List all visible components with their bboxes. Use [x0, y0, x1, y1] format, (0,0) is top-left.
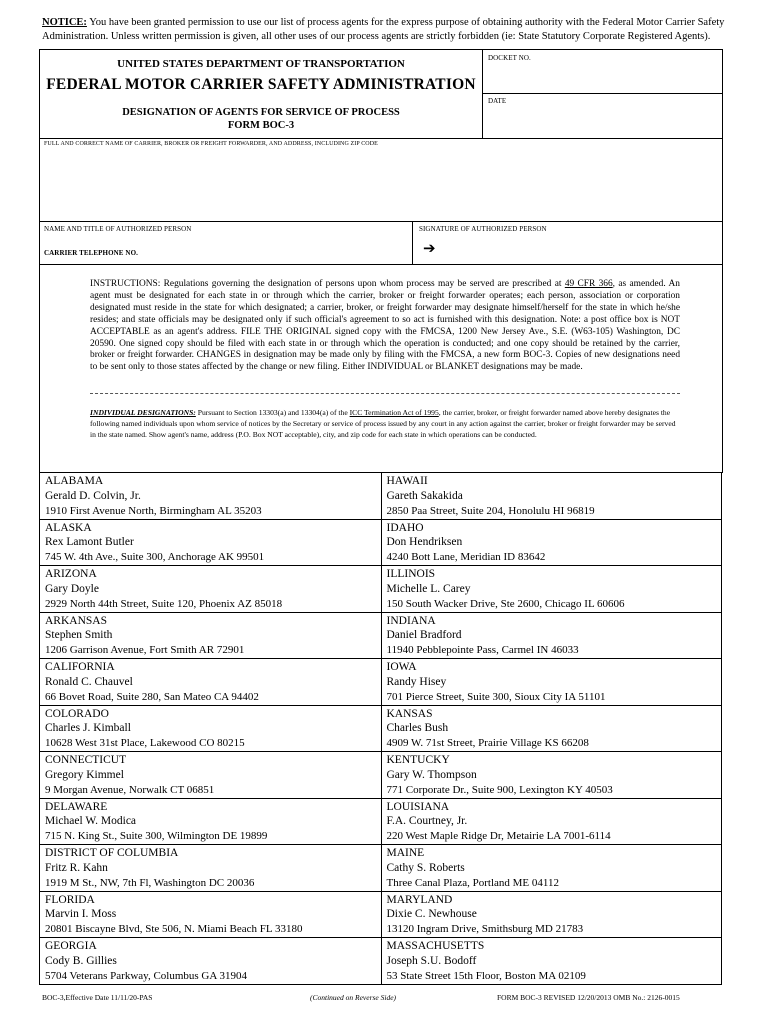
- docket-field[interactable]: [482, 49, 723, 94]
- docket-label: DOCKET NO.: [488, 54, 531, 62]
- agent-name: Joseph S.U. Bodoff: [386, 954, 477, 967]
- agent-state: MARYLAND: [386, 893, 453, 906]
- agent-address: 2850 Paa Street, Suite 204, Honolulu HI 96819: [386, 504, 595, 517]
- agent-state: ILLINOIS: [386, 568, 436, 580]
- arrow-right-icon: ➔: [423, 239, 436, 257]
- carrier-name-label: FULL AND CORRECT NAME OF CARRIER, BROKER OR FREIGHT FORWARDER, AND ADDRESS, INCLUDING ZIP CODE: [44, 141, 378, 147]
- agent-address: 4909 W. 71st Street, Prairie Village KS 66208: [386, 737, 589, 750]
- agent-entry[interactable]: [40, 845, 381, 892]
- footer-form-revision: FORM BOC-3 REVISED 12/20/2013 OMB No.: 2126-0015: [497, 993, 680, 1002]
- agent-entry[interactable]: [40, 613, 381, 660]
- agent-address: 53 State Street 15th Floor, Boston MA 02109: [386, 969, 586, 982]
- agent-name: Rex Lamont Butler: [45, 536, 134, 549]
- individual-heading: INDIVIDUAL DESIGNATIONS:: [90, 408, 196, 417]
- individual-text-1: Pursuant to Section 13303(a) and 13304(a) of the: [195, 408, 350, 417]
- notice-text: You have been granted permission to use our list of process agents for the express purpose of obtaining authority with the Federal Motor Carrier Safety Administration. Unless written permission is given, all other uses of our process agents are strictly forbidden (ie: State Statutory Corporate Registered Agents).: [42, 17, 725, 42]
- agent-entry[interactable]: [40, 706, 381, 753]
- agent-state: FLORIDA: [45, 893, 95, 906]
- agents-table: [39, 472, 722, 985]
- notice-label: NOTICE:: [42, 17, 87, 28]
- agents-column-right: [381, 473, 723, 984]
- agent-state: HAWAII: [386, 475, 428, 487]
- notice: [42, 16, 732, 44]
- agent-name: Ronald C. Chauvel: [45, 675, 133, 688]
- agent-state: ALABAMA: [45, 475, 104, 487]
- agent-address: Three Canal Plaza, Portland ME 04112: [386, 876, 559, 889]
- cfr-link[interactable]: 49 CFR 366: [564, 279, 613, 289]
- agent-entry[interactable]: [40, 938, 381, 985]
- agent-state: LOUISIANA: [386, 800, 450, 813]
- agent-name: Cody B. Gillies: [45, 954, 117, 967]
- agent-address: 771 Corporate Dr., Suite 900, Lexington KY 40503: [386, 783, 613, 796]
- agent-address: 715 N. King St., Suite 300, Wilmington DE 19899: [45, 830, 268, 843]
- icc-act-link[interactable]: ICC Termination Act of 1995: [349, 408, 439, 417]
- designation-line-2: FORM BOC-3: [227, 120, 295, 131]
- date-label: DATE: [488, 97, 507, 105]
- authorized-person-field[interactable]: [39, 221, 413, 265]
- agent-state: CALIFORNIA: [45, 661, 115, 673]
- agent-address: 1910 First Avenue North, Birmingham AL 35203: [45, 504, 262, 517]
- agent-entry[interactable]: [40, 659, 381, 706]
- agent-name: Cathy S. Roberts: [386, 861, 465, 874]
- footer-effective-date: BOC-3,Effective Date 11/11/20-PAS: [42, 993, 153, 1002]
- agent-address: 13120 Ingram Drive, Smithsburg MD 21783: [386, 923, 584, 936]
- agent-address: 1206 Garrison Avenue, Fort Smith AR 72901: [45, 644, 245, 657]
- agent-state: IOWA: [386, 661, 417, 673]
- agent-name: Michelle L. Carey: [386, 582, 471, 595]
- agent-entry[interactable]: [40, 752, 381, 799]
- agent-name: Charles J. Kimball: [45, 722, 131, 735]
- agent-entry[interactable]: [382, 566, 723, 613]
- agent-state: CONNECTICUT: [45, 754, 127, 766]
- agent-address: 1919 M St., NW, 7th Fl, Washington DC 20036: [45, 876, 255, 889]
- department-title: UNITED STATES DEPARTMENT OF TRANSPORTATION: [117, 58, 405, 70]
- agent-address: 66 Bovet Road, Suite 280, San Mateo CA 94402: [45, 690, 259, 703]
- instructions-text: [90, 279, 680, 374]
- agent-name: Don Hendriksen: [386, 536, 463, 549]
- agent-state: MASSACHUSETTS: [386, 940, 485, 952]
- individual-text-2: , the carrier, broker, or freight forwarder named above hereby designates the following named individuals upon whom service of notices by the Secretary or service of process issued by any court in any action against the carrier, broker or freight forwarder may be served in the state named. Show agent's name, address (P.O. Box NOT acceptable), city, and zip code for each state in which operations can be conducted.: [90, 408, 676, 439]
- date-field[interactable]: [482, 93, 723, 139]
- agent-entry[interactable]: [382, 613, 723, 660]
- agent-state: DELAWARE: [45, 800, 108, 813]
- agent-name: Charles Bush: [386, 722, 449, 735]
- form-designation: [39, 106, 483, 132]
- agent-entry[interactable]: [382, 892, 723, 939]
- agent-address: 11940 Pebblepointe Pass, Carmel IN 46033: [386, 644, 579, 657]
- agent-entry[interactable]: [382, 752, 723, 799]
- agent-state: GEORGIA: [45, 940, 97, 952]
- agent-state: ARIZONA: [45, 568, 97, 580]
- agent-address: 9 Morgan Avenue, Norwalk CT 06851: [45, 783, 215, 796]
- agent-name: Gary W. Thompson: [386, 768, 477, 781]
- authorized-person-label: NAME AND TITLE OF AUTHORIZED PERSON: [44, 225, 192, 233]
- agent-entry[interactable]: [40, 892, 381, 939]
- agent-name: Gerald D. Colvin, Jr.: [45, 489, 141, 502]
- agent-address: 745 W. 4th Ave., Suite 300, Anchorage AK 99501: [45, 551, 265, 564]
- agent-address: 2929 North 44th Street, Suite 120, Phoenix AZ 85018: [45, 597, 283, 610]
- agent-state: DISTRICT OF COLUMBIA: [45, 847, 179, 859]
- agent-entry[interactable]: [40, 520, 381, 567]
- agent-name: Gareth Sakakida: [386, 489, 463, 502]
- agent-entry[interactable]: [382, 845, 723, 892]
- individual-designations: [90, 408, 680, 440]
- footer-continued: (Continued on Reverse Side): [310, 993, 397, 1002]
- agent-entry[interactable]: [382, 520, 723, 567]
- agent-name: Stephen Smith: [45, 629, 113, 642]
- agent-state: IDAHO: [386, 521, 424, 534]
- agent-name: Fritz R. Kahn: [45, 861, 108, 874]
- divider: [90, 393, 680, 394]
- carrier-phone-label: CARRIER TELEPHONE NO.: [44, 249, 138, 257]
- agent-state: ARKANSAS: [45, 614, 107, 627]
- carrier-name-address-field[interactable]: [39, 138, 723, 222]
- agent-address: 150 South Wacker Drive, Ste 2600, Chicago IL 60606: [386, 597, 625, 610]
- instructions-prefix: INSTRUCTIONS: Regulations governing the designation of persons upon whom process may be served are prescribed at: [90, 279, 565, 289]
- agent-entry[interactable]: [382, 659, 723, 706]
- agent-entry[interactable]: [40, 473, 381, 520]
- agent-entry[interactable]: [382, 799, 723, 846]
- agent-state: KENTUCKY: [386, 754, 450, 766]
- agent-state: COLORADO: [45, 707, 109, 720]
- agent-state: MAINE: [386, 847, 425, 859]
- agent-state: KANSAS: [386, 707, 433, 720]
- agent-entry[interactable]: [382, 473, 723, 520]
- agent-entry[interactable]: [382, 706, 723, 753]
- agent-address: 4240 Bott Lane, Meridian ID 83642: [386, 551, 546, 564]
- agent-address: 20801 Biscayne Blvd, Ste 506, N. Miami Beach FL 33180: [45, 923, 303, 936]
- designation-line-1: DESIGNATION OF AGENTS FOR SERVICE OF PROCESS: [122, 107, 400, 118]
- agent-entry[interactable]: [382, 938, 723, 985]
- agent-entry[interactable]: [40, 799, 381, 846]
- agents-column-left: [40, 473, 381, 984]
- agent-name: Randy Hisey: [386, 675, 447, 688]
- signature-field[interactable]: [412, 221, 723, 265]
- agent-name: Gregory Kimmel: [45, 768, 124, 781]
- agent-name: F.A. Courtney, Jr.: [386, 815, 468, 828]
- agent-state: ALASKA: [45, 521, 92, 534]
- signature-label: SIGNATURE OF AUTHORIZED PERSON: [419, 225, 547, 233]
- agent-name: Dixie C. Newhouse: [386, 908, 477, 921]
- agent-address: 220 West Maple Ridge Dr, Metairie LA 7001-6114: [386, 830, 611, 843]
- agent-name: Daniel Bradford: [386, 629, 462, 642]
- agent-name: Gary Doyle: [45, 582, 99, 595]
- agency-title: FEDERAL MOTOR CARRIER SAFETY ADMINISTRATION: [46, 76, 476, 93]
- agent-name: Michael W. Modica: [45, 815, 137, 828]
- agent-address: 5704 Veterans Parkway, Columbus GA 31904: [45, 969, 247, 982]
- agent-address: 10628 West 31st Place, Lakewood CO 80215: [45, 737, 245, 750]
- agent-address: 701 Pierce Street, Suite 300, Sioux City IA 51101: [386, 690, 606, 703]
- agent-entry[interactable]: [40, 566, 381, 613]
- agent-state: INDIANA: [386, 614, 436, 627]
- instructions-body: , as amended. An agent must be designated for each state in or through which the carrier, broker or freight forwarder operates; each person, association or corporation designated must reside in the state for which designated; a carrier, broker, or freight forwarder may designate himself/herself for the state in which he/she resides; and state officials may be designated only if such official's agreement to so act is furnished with this designation. Note: a post office box is NOT ACCEPTABLE as an agent's address. FILE THE ORIGINAL signed copy with the FMCSA, 1200 New Jersey Ave., S.E. (W63-105) Washington, DC 20590. One signed copy should be filed with each state in or through which the operation is conducted; and one copy should be retained by the carrier, broker or freight forwarder. CHANGES in designation may be made only by filing with the FMCSA, a new form BOC-3. Copies of new designations need to be sent only to those states affected by the change or new filing. Either INDIVIDUAL or BLANKET designations may be made.: [90, 279, 680, 373]
- agent-name: Marvin I. Moss: [45, 908, 117, 921]
